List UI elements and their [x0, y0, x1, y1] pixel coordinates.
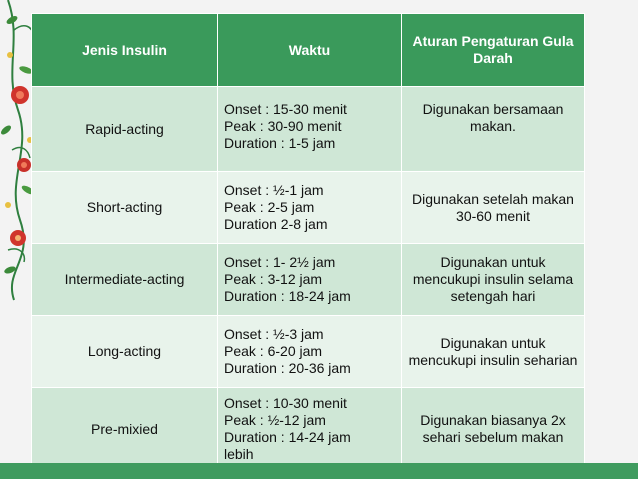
rule-cell: Digunakan untuk mencukupi insulin selama setengah hari [402, 244, 585, 316]
header-waktu: Waktu [218, 14, 402, 87]
insulin-type-cell: Long-acting [32, 316, 218, 388]
header-aturan: Aturan Pengaturan Gula Darah [402, 14, 585, 87]
timing-cell: Onset : ½-3 jam Peak : 6-20 jam Duration : 20-36 jam [218, 316, 402, 388]
timing-cell: Onset : 10-30 menit Peak : ½-12 jam Duration : 14-24 jam lebih [218, 388, 402, 471]
bottom-bar [0, 463, 638, 479]
timing-cell: Onset : 15-30 menit Peak : 30-90 menit Duration : 1-5 jam [218, 87, 402, 172]
table-row [32, 388, 585, 471]
insulin-table [31, 13, 585, 471]
insulin-type-cell: Rapid-acting [32, 87, 218, 172]
header-jenis-insulin: Jenis Insulin [32, 14, 218, 87]
rule-cell: Digunakan bersamaan makan. [402, 87, 585, 172]
table-row [32, 316, 585, 388]
insulin-type-cell: Short-acting [32, 172, 218, 244]
rule-cell: Digunakan setelah makan 30-60 menit [402, 172, 585, 244]
table-row [32, 87, 585, 172]
insulin-type-cell: Pre-mixied [32, 388, 218, 471]
insulin-type-cell: Intermediate-acting [32, 244, 218, 316]
timing-cell: Onset : ½-1 jam Peak : 2-5 jam Duration 2-8 jam [218, 172, 402, 244]
table-header-row [32, 14, 585, 87]
rule-cell: Digunakan untuk mencukupi insulin seharian [402, 316, 585, 388]
table-row [32, 172, 585, 244]
timing-cell: Onset : 1- 2½ jam Peak : 3-12 jam Duration : 18-24 jam [218, 244, 402, 316]
rule-cell: Digunakan biasanya 2x sehari sebelum makan [402, 388, 585, 471]
table-row [32, 244, 585, 316]
